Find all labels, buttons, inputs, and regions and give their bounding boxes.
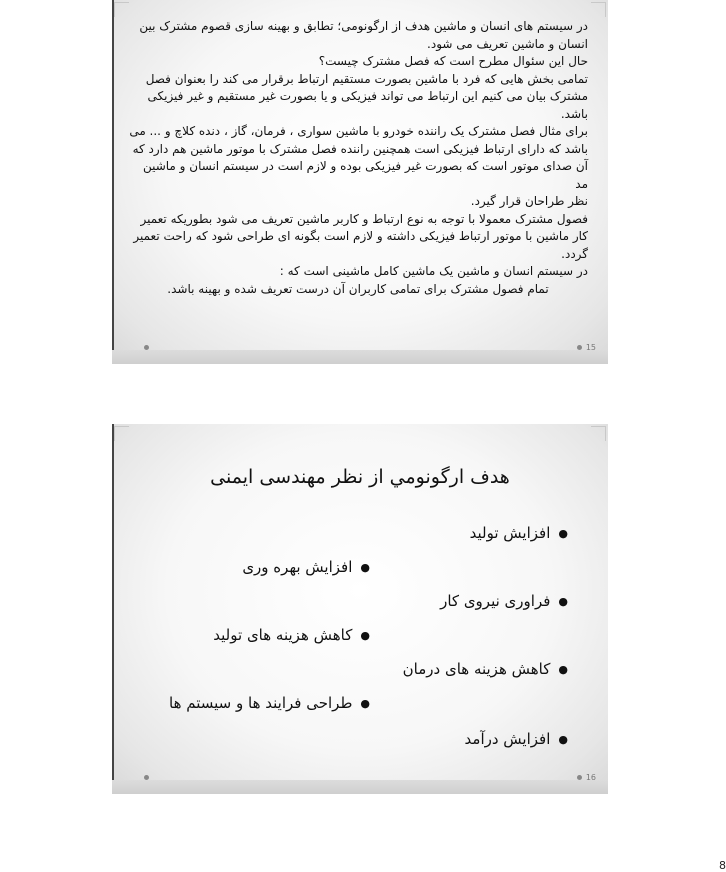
bullet-dot-icon: ● xyxy=(360,561,370,574)
body-line: نظر طراحان قرار گیرد. xyxy=(470,194,588,208)
slide-title: هدف ارگونومي از نظر مهندسی ایمنی xyxy=(210,466,510,488)
bullet-dot-icon: ● xyxy=(558,595,568,608)
bullet-item xyxy=(403,660,568,678)
bullet-text: فراوری نیروی کار xyxy=(440,592,551,610)
slide-edge xyxy=(112,0,114,364)
bullet-text: افزایش درآمد xyxy=(464,730,551,748)
corner-ornament xyxy=(591,2,606,17)
bullet-item xyxy=(440,592,568,610)
body-line: برای مثال فصل مشترک یک راننده خودرو با ماشین سواری ، فرمان، گاز ، دنده کلاچ و ... می xyxy=(129,124,588,138)
bullet-item xyxy=(242,558,370,576)
slide-16 xyxy=(112,424,608,794)
body-line: تمام فصول مشترک برای تمامی کاربران آن درست تعریف شده و بهینه باشد. xyxy=(167,281,549,296)
body-line: کار ماشین با موتور ارتباط فیزیکی داشته و لازم است بگونه ای طراحی شود که راحت تعمیر xyxy=(133,229,588,243)
bullet-item xyxy=(169,694,370,712)
bullet-dot-icon: ● xyxy=(558,733,568,746)
bullet-dot-icon: ● xyxy=(558,527,568,540)
bullet-item xyxy=(470,524,568,542)
body-line: تمامی بخش هایی که فرد با ماشین بصورت مستقیم ارتباط برقرار می کند را بعنوان فصل xyxy=(145,71,588,86)
bullet-dot-icon: ● xyxy=(360,697,370,710)
footer-dot xyxy=(577,345,582,350)
slide-body-text xyxy=(128,18,588,298)
bullet-text: کاهش هزینه های تولید xyxy=(213,626,353,644)
corner-ornament xyxy=(591,426,606,441)
bullet-item xyxy=(465,730,568,748)
bullet-item xyxy=(213,626,370,644)
page-number: 16 xyxy=(585,773,596,782)
body-line: در سیستم انسان و ماشین یک ماشین کامل ماشینی است که : xyxy=(279,264,588,278)
slide-footer-band xyxy=(112,350,608,364)
body-line: در سیستم های انسان و ماشین هدف از ارگونومی؛ تطابق و بهینه سازی قصوم مشترک بین xyxy=(139,19,588,33)
body-line: گردد. xyxy=(561,246,588,261)
footer-dot xyxy=(577,775,582,780)
bullet-text: افزایش بهره وری xyxy=(242,558,353,576)
bullet-dot-icon: ● xyxy=(558,663,568,676)
bullet-text: کاهش هزینه های درمان xyxy=(402,660,551,678)
bullet-text: افزایش تولید xyxy=(469,524,551,542)
corner-ornament xyxy=(114,2,129,17)
footer-dot xyxy=(144,775,149,780)
page-number: 15 xyxy=(585,343,596,352)
bullet-dot-icon: ● xyxy=(360,629,370,642)
slide-15 xyxy=(112,0,608,364)
document-page-number: 8 xyxy=(719,859,726,872)
body-line: آن صدای موتور است که بصورت غیر فیزیکی بوده و لازم است در سیستم انسان و ماشین مد xyxy=(142,159,588,191)
body-line: حال این سئوال مطرح است که فصل مشترک چیست؟ xyxy=(318,54,588,68)
footer-dot xyxy=(144,345,149,350)
body-line: باشد که دارای ارتباط فیزیکی است همچنین راننده فصل مشترک با موتور ماشین هم دارد که xyxy=(132,141,588,156)
bullet-text: طراحی فرایند ها و سیستم ها xyxy=(169,694,353,712)
body-line: مشترک بیان می کنیم این ارتباط می تواند فیزیکی و یا بصورت غیر مستقیم و غیر فیزیکی xyxy=(147,89,588,103)
body-line: باشد. xyxy=(560,106,588,121)
body-line: فصول مشترک معمولا با توجه به نوع ارتباط و کاربر ماشین تعریف می شود بطوریکه تعمیر xyxy=(140,211,588,226)
slide-footer-band xyxy=(112,780,608,794)
corner-ornament xyxy=(114,426,129,441)
body-line: انسان و ماشین تعریف می شود. xyxy=(427,36,588,51)
